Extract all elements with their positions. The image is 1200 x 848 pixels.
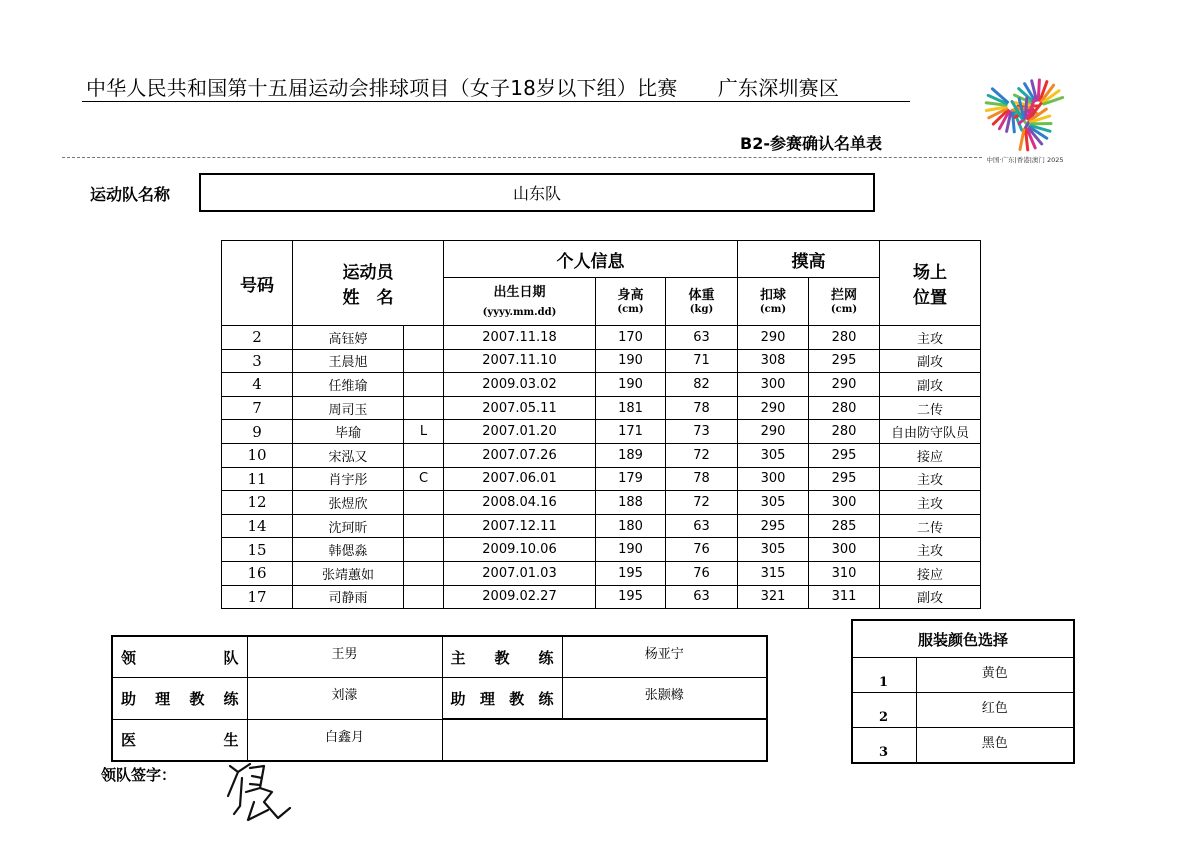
player-weight: 71 [666,349,738,373]
table-row [222,585,981,609]
header-weight-unit: (kg) [689,304,714,315]
player-weight: 63 [666,514,738,538]
player-role [404,561,444,585]
player-birth: 2007.06.01 [444,467,596,491]
dotted-separator [62,157,982,158]
player-height: 195 [596,561,666,585]
handwritten-signature [220,758,300,828]
logo-ray [1038,80,1039,100]
player-block: 285 [809,514,880,538]
player-role: C [404,467,444,491]
uniform-color: 红色 [916,693,1074,728]
table-row [222,349,981,373]
player-block: 290 [809,373,880,397]
player-birth: 2007.07.26 [444,443,596,467]
player-role [404,491,444,515]
label-char: 教 [494,648,510,667]
uniform-color: 黄色 [916,658,1074,693]
player-weight: 78 [666,467,738,491]
player-block: 280 [809,326,880,350]
leader-name: 王男 [247,636,442,678]
player-number: 16 [222,561,293,585]
team-name-field: 山东队 [199,173,875,212]
label-char: 领 [121,648,137,667]
officials-table [111,635,768,762]
player-name: 周司玉 [293,396,404,420]
player-birth: 2009.02.27 [444,585,596,609]
player-name: 韩偲淼 [293,538,404,562]
player-number: 10 [222,443,293,467]
header-athlete-line1: 运动员 [342,263,394,283]
player-name: 王晨旭 [293,349,404,373]
player-height: 190 [596,373,666,397]
player-position: 主攻 [880,538,981,562]
assistant-coach-2-label [442,678,562,720]
header-spike [738,278,809,326]
player-birth: 2007.11.18 [444,326,596,350]
header-athlete-line2: 姓 名 [342,288,394,308]
player-number: 3 [222,349,293,373]
header-block-unit: (cm) [830,304,858,315]
player-name: 任维瑜 [293,373,404,397]
player-role [404,349,444,373]
head-coach-name: 杨亚宁 [562,636,767,678]
uniform-color-table [851,619,1075,764]
label-char: 练 [538,689,554,708]
table-row [222,443,981,467]
player-role [404,585,444,609]
games-logo [972,58,1078,173]
table-row [222,420,981,444]
player-position: 副攻 [880,373,981,397]
player-name: 司静雨 [293,585,404,609]
player-weight: 63 [666,326,738,350]
header-birth-date [444,278,596,326]
player-height: 179 [596,467,666,491]
empty-cell [442,719,767,761]
label-char: 理 [155,689,171,708]
assistant-coach-label [112,678,247,720]
player-block: 300 [809,538,880,562]
player-number: 7 [222,396,293,420]
label-char: 练 [223,689,239,708]
document-title: 中华人民共和国第十五届运动会排球项目（女子18岁以下组）比赛 广东深圳赛区 [86,76,840,100]
label-char: 医 [121,731,137,749]
title-underline [82,101,910,102]
label-char: 教 [189,689,205,708]
form-code: B2-参赛确认名单表 [740,134,882,153]
player-number: 9 [222,420,293,444]
player-weight: 63 [666,585,738,609]
doctor-label [112,719,247,761]
player-role [404,538,444,562]
table-row [222,373,981,397]
player-number: 12 [222,491,293,515]
player-position: 二传 [880,396,981,420]
table-row [222,396,981,420]
uniform-index: 1 [852,658,916,693]
logo-ray [1026,130,1028,150]
header-height [596,278,666,326]
player-block: 311 [809,585,880,609]
label-char: 教 [509,689,525,708]
player-role: L [404,420,444,444]
player-birth: 2009.10.06 [444,538,596,562]
player-name: 宋泓又 [293,443,404,467]
player-height: 188 [596,491,666,515]
header-position-line2: 位置 [913,288,947,308]
doctor-label-chars [121,729,239,750]
player-spike: 290 [738,420,809,444]
head-coach-label-chars [451,647,554,668]
player-block: 280 [809,396,880,420]
assistant-coach-2-name: 张颢橼 [562,678,767,720]
player-birth: 2009.03.02 [444,373,596,397]
player-position: 副攻 [880,349,981,373]
player-role [404,443,444,467]
player-block: 310 [809,561,880,585]
player-height: 181 [596,396,666,420]
player-weight: 73 [666,420,738,444]
player-role [404,373,444,397]
player-height: 190 [596,349,666,373]
player-spike: 315 [738,561,809,585]
player-spike: 290 [738,396,809,420]
header-birth-format: (yyyy.mm.dd) [482,307,557,318]
label-char: 生 [223,731,239,749]
player-spike: 321 [738,585,809,609]
player-birth: 2007.11.10 [444,349,596,373]
table-row [222,467,981,491]
player-role [404,326,444,350]
player-position: 自由防守队员 [880,420,981,444]
player-weight: 72 [666,491,738,515]
doctor-name: 白鑫月 [247,719,442,761]
player-block: 295 [809,349,880,373]
player-position: 二传 [880,514,981,538]
logo-text: 中国·广东|香港|澳门 2025 [986,156,1064,164]
assistant-coach-name: 刘濛 [247,678,442,720]
header-reach: 摸高 [738,241,880,278]
header-weight [666,278,738,326]
signature-label: 领队签字： [101,766,177,784]
player-spike: 308 [738,349,809,373]
player-name: 高钰婷 [293,326,404,350]
player-position: 主攻 [880,326,981,350]
uniform-index: 3 [852,728,916,764]
table-row [222,326,981,350]
table-row [222,561,981,585]
player-birth: 2007.12.11 [444,514,596,538]
table-row [222,491,981,515]
player-role [404,514,444,538]
leader-label [112,636,247,678]
player-role [404,396,444,420]
player-position: 副攻 [880,585,981,609]
player-position: 主攻 [880,467,981,491]
header-height-label: 身高 [617,288,644,303]
header-block [809,278,880,326]
player-block: 280 [809,420,880,444]
roster-table [221,240,981,609]
header-position-line1: 场上 [913,263,947,283]
player-name: 沈珂昕 [293,514,404,538]
logo-ray [1025,98,1026,118]
player-number: 15 [222,538,293,562]
uniform-header: 服装颜色选择 [852,620,1074,658]
player-height: 195 [596,585,666,609]
table-row [222,538,981,562]
player-spike: 290 [738,326,809,350]
player-height: 190 [596,538,666,562]
player-number: 4 [222,373,293,397]
label-char: 理 [479,689,495,708]
player-birth: 2007.01.20 [444,420,596,444]
logo-ray [1020,130,1024,150]
team-name-label: 运动队名称 [90,185,171,204]
header-athlete [293,241,444,326]
player-position: 主攻 [880,491,981,515]
player-birth: 2007.01.03 [444,561,596,585]
header-position [880,241,981,326]
player-birth: 2007.05.11 [444,396,596,420]
head-coach-label [442,636,562,678]
player-height: 171 [596,420,666,444]
player-weight: 72 [666,443,738,467]
logo-ray [1013,112,1015,132]
header-height-unit: (cm) [617,304,644,315]
player-spike: 305 [738,443,809,467]
player-weight: 76 [666,561,738,585]
uniform-index: 2 [852,693,916,728]
player-weight: 78 [666,396,738,420]
header-number: 号码 [222,241,293,326]
player-spike: 305 [738,491,809,515]
label-char: 练 [538,648,554,667]
player-height: 189 [596,443,666,467]
player-spike: 295 [738,514,809,538]
player-position: 接应 [880,561,981,585]
player-birth: 2008.04.16 [444,491,596,515]
header-spike-label: 扣球 [759,288,786,303]
assistant-coach-2-label-chars [451,688,554,709]
header-block-label: 拦网 [830,288,857,303]
leader-label-chars [121,647,239,668]
player-name: 毕瑜 [293,420,404,444]
player-spike: 305 [738,538,809,562]
player-number: 2 [222,326,293,350]
header-personal-info: 个人信息 [444,241,738,278]
player-block: 295 [809,443,880,467]
header-weight-label: 体重 [688,288,715,303]
player-weight: 82 [666,373,738,397]
player-name: 张靖蕙如 [293,561,404,585]
player-spike: 300 [738,373,809,397]
player-position: 接应 [880,443,981,467]
player-name: 张煜欣 [293,491,404,515]
player-height: 180 [596,514,666,538]
label-char: 队 [223,648,239,667]
uniform-color: 黑色 [916,728,1074,764]
assistant-coach-label-chars [121,688,239,709]
player-number: 11 [222,467,293,491]
player-spike: 300 [738,467,809,491]
player-height: 170 [596,326,666,350]
player-weight: 76 [666,538,738,562]
player-block: 295 [809,467,880,491]
header-birth-label: 出生日期 [493,285,546,300]
player-name: 肖宇彤 [293,467,404,491]
player-block: 300 [809,491,880,515]
label-char: 助 [450,689,466,708]
player-number: 17 [222,585,293,609]
label-char: 主 [450,648,466,667]
table-row [222,514,981,538]
header-spike-unit: (cm) [759,304,787,315]
player-number: 14 [222,514,293,538]
label-char: 助 [121,689,137,708]
